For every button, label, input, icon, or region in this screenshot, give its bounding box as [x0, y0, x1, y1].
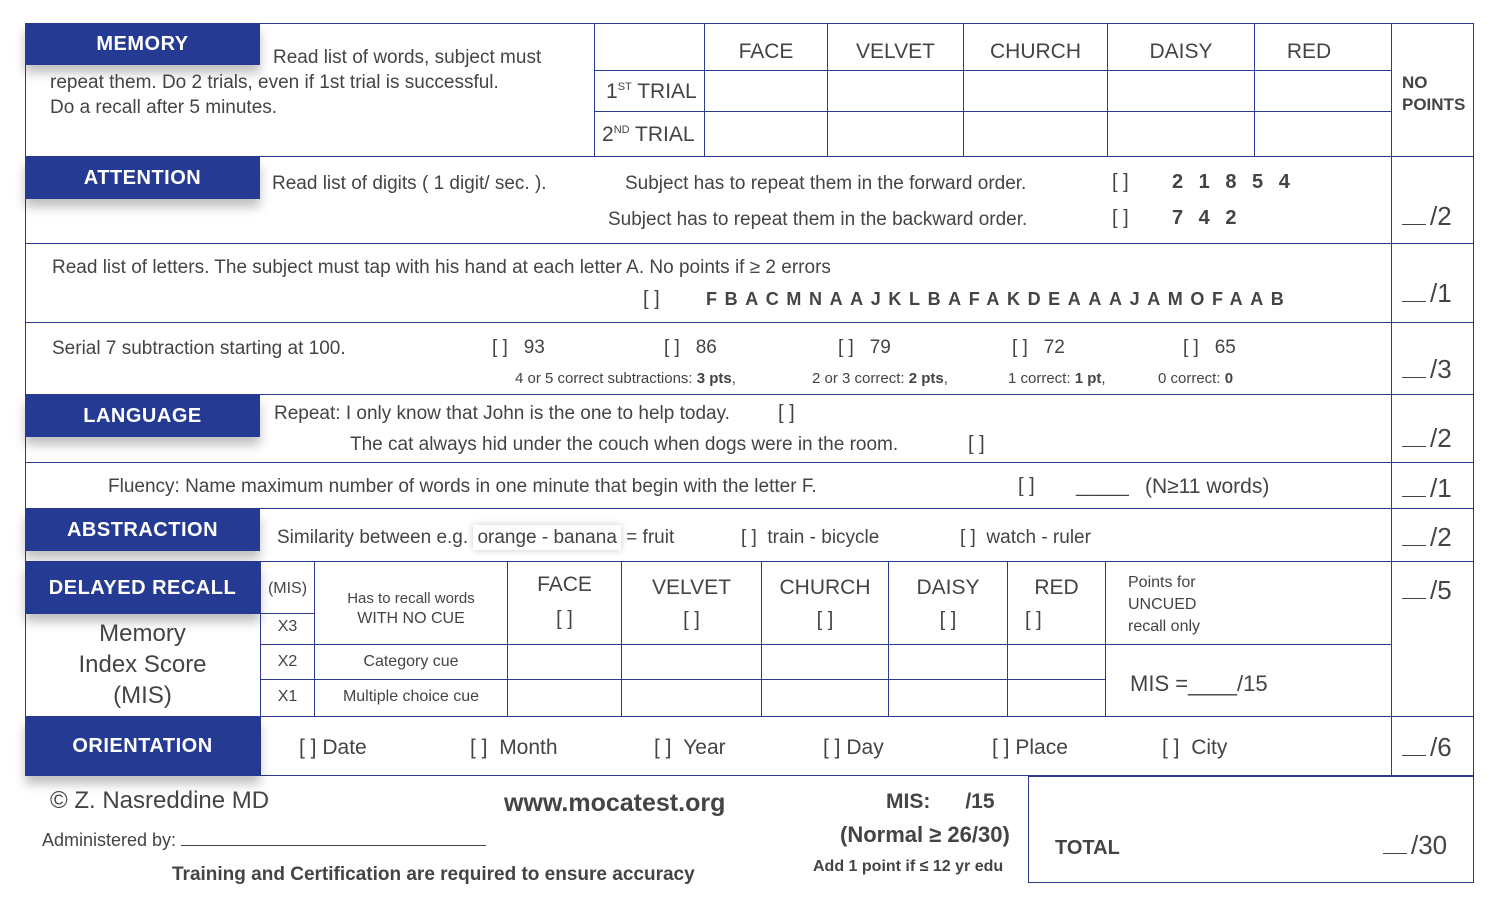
score-blank[interactable]: [1402, 283, 1426, 302]
score-blank[interactable]: [1402, 359, 1426, 378]
abstraction-checkbox[interactable]: [ ]: [741, 527, 757, 548]
recall-word-daisy: DAISY: [916, 576, 980, 599]
rule-text: 4 or 5 correct subtractions:: [515, 370, 697, 387]
rule-points: 0: [1224, 370, 1234, 387]
serial-value: 86: [695, 337, 717, 358]
recall-word-church: CHURCH: [779, 576, 871, 599]
serial-score-max: /3: [1430, 354, 1452, 384]
score-blank[interactable]: [1402, 428, 1426, 447]
no-cue-label: Has to recall words: [347, 590, 475, 607]
orientation-item: [299, 736, 367, 760]
orientation-checkbox[interactable]: [ ]: [823, 736, 841, 759]
section-label-orientation: ORIENTATION: [25, 717, 260, 776]
orientation-score: [1402, 732, 1452, 763]
administered-by: [42, 830, 486, 851]
rule-suffix: ,: [731, 370, 736, 387]
mis-title: Memory: [99, 620, 186, 647]
serial-item: [838, 337, 891, 359]
mis-title: Index Score: [78, 651, 207, 678]
score-blank[interactable]: [1383, 835, 1407, 854]
rule-suffix: ,: [943, 370, 948, 387]
points-note: UNCUED: [1128, 596, 1197, 613]
section-label-abstraction: ABSTRACTION: [25, 509, 260, 551]
mis-title: (MIS): [113, 682, 172, 709]
memory-instruction: repeat them. Do 2 trials, even if 1st trial is successful.: [50, 72, 499, 93]
multiplier-x3: X3: [277, 618, 298, 635]
points-note: Points for: [1128, 574, 1196, 591]
letters-sequence: FBACMNAAJKLBAFAKDEAAAJAMOFAAB: [706, 289, 1292, 309]
orientation-item: [992, 736, 1068, 760]
recall-word-face: FACE: [537, 573, 592, 596]
category-cue-label: Category cue: [363, 653, 459, 670]
no-points-label: NO: [1402, 73, 1428, 92]
repeat-score: [1402, 423, 1452, 454]
memory-word-red: RED: [1286, 40, 1332, 63]
serial-rule: [1158, 370, 1233, 387]
abstraction-item: [960, 527, 1091, 549]
no-cue-label: WITH NO CUE: [357, 610, 465, 627]
divider: [25, 322, 1474, 323]
table-line: [594, 70, 1391, 71]
administered-by-label: Administered by:: [42, 830, 182, 850]
repeat-checkbox-2[interactable]: [ ]: [968, 433, 985, 455]
rule-points: 1 pt: [1074, 370, 1102, 387]
serial-checkbox[interactable]: [ ]: [492, 337, 508, 358]
trial-2-sup: ND: [613, 124, 630, 136]
serial-checkbox[interactable]: [ ]: [838, 337, 854, 358]
digits-score-max: /2: [1430, 201, 1452, 231]
serial-item: [492, 337, 545, 359]
delayed-recall-score-max: /5: [1430, 575, 1452, 605]
orientation-label: Month: [499, 736, 558, 759]
trial-1-sup: ST: [617, 81, 632, 93]
memory-instruction: Do a recall after 5 minutes.: [50, 97, 278, 118]
trial-2-label: [602, 123, 695, 147]
recall-checkbox-velvet[interactable]: [ ]: [683, 609, 700, 631]
recall-checkbox-face[interactable]: [ ]: [556, 608, 573, 630]
score-blank[interactable]: [1402, 527, 1426, 546]
backward-text: Subject has to repeat them in the backward order.: [608, 209, 1028, 230]
administered-by-field[interactable]: [181, 831, 486, 846]
trial-2-text: TRIAL: [629, 123, 695, 146]
recall-checkbox-church[interactable]: [ ]: [816, 609, 834, 631]
divider: [25, 462, 1474, 463]
fluency-score-max: /1: [1430, 473, 1452, 503]
total-label: TOTAL: [1055, 837, 1120, 859]
orientation-score-max: /6: [1430, 732, 1452, 762]
orientation-label: Place: [1015, 736, 1068, 759]
repeat-checkbox-1[interactable]: [ ]: [778, 402, 795, 424]
score-blank[interactable]: [1402, 580, 1426, 599]
rule-text: 2 or 3 correct:: [812, 370, 909, 387]
score-blank[interactable]: [1402, 737, 1426, 756]
fluency-criteria: (N≥11 words): [1145, 475, 1270, 498]
trial-1-label: [606, 80, 697, 104]
letters-score: [1402, 278, 1452, 309]
table-line: [260, 613, 314, 614]
training-note: Training and Certification are required to ensure accuracy: [172, 864, 695, 885]
abstraction-pair: watch - ruler: [986, 527, 1091, 548]
serial-item: [1183, 337, 1236, 359]
repeat-sentence-1: Repeat: I only know that John is the one to help today.: [274, 403, 730, 424]
orientation-item: [1162, 736, 1227, 760]
letters-score-max: /1: [1430, 278, 1452, 308]
fluency-count-blank[interactable]: _____: [1076, 476, 1129, 497]
trial-2-number: 2: [602, 123, 614, 146]
serial-value: 79: [869, 337, 891, 358]
recall-word-velvet: VELVET: [652, 576, 731, 599]
mis-summary: [886, 790, 995, 814]
abstraction-example: orange - banana: [473, 525, 620, 550]
score-column-divider: [1391, 23, 1392, 776]
website-link[interactable]: www.mocatest.org: [504, 789, 726, 817]
orientation-checkbox[interactable]: [ ]: [654, 736, 672, 759]
total-score-max: /30: [1411, 830, 1448, 860]
orientation-label: Year: [683, 736, 726, 759]
serial-instruction: Serial 7 subtraction starting at 100.: [52, 338, 346, 359]
forward-text: Subject has to repeat them in the forward order.: [625, 173, 1027, 194]
abstraction-checkbox[interactable]: [ ]: [960, 527, 976, 548]
table-line: [260, 644, 1391, 645]
serial-checkbox[interactable]: [ ]: [1183, 337, 1199, 358]
forward-checkbox[interactable]: [ ]: [1112, 171, 1129, 193]
score-blank[interactable]: [1402, 206, 1426, 225]
section-label-language: LANGUAGE: [25, 395, 260, 437]
recall-checkbox-red[interactable]: [ ]: [1025, 609, 1042, 631]
serial-rule: [1008, 370, 1106, 387]
memory-instruction: Read list of words, subject must: [273, 47, 542, 68]
orientation-checkbox[interactable]: [ ]: [992, 736, 1010, 759]
orientation-label: Day: [846, 736, 884, 759]
serial-rule: [812, 370, 948, 387]
rule-text: 1 correct:: [1008, 370, 1075, 387]
serial-value: 65: [1214, 337, 1236, 358]
divider: [25, 243, 1474, 244]
serial-checkbox[interactable]: [ ]: [664, 337, 680, 358]
abstraction-item: [741, 527, 879, 549]
backward-checkbox[interactable]: [ ]: [1112, 207, 1129, 229]
delayed-recall-score: [1402, 575, 1452, 606]
abstraction-pair: train - bicycle: [767, 527, 880, 548]
orientation-checkbox[interactable]: [ ]: [1162, 736, 1180, 759]
points-note: recall only: [1128, 618, 1201, 635]
serial-item: [1012, 337, 1065, 359]
digits-instruction: Read list of digits ( 1 digit/ sec. ).: [272, 173, 547, 194]
recall-checkbox-daisy[interactable]: [ ]: [939, 609, 957, 631]
no-points-label: POINTS: [1402, 95, 1466, 114]
repeat-score-max: /2: [1430, 423, 1452, 453]
trial-1-number: 1: [606, 80, 618, 103]
mis-summary-value[interactable]: /15: [965, 790, 995, 813]
memory-word-daisy: DAISY: [1149, 40, 1213, 63]
table-line: [594, 23, 595, 156]
abstraction-score: [1402, 522, 1452, 553]
forward-digits: 2 1 8 5 4: [1172, 171, 1295, 193]
serial-score: [1402, 354, 1452, 385]
multiplier-x2: X2: [277, 653, 298, 670]
orientation-item: [470, 736, 558, 760]
table-line: [260, 679, 1105, 680]
orientation-checkbox[interactable]: [ ]: [470, 736, 488, 759]
serial-rule: [515, 370, 736, 387]
rule-suffix: ,: [1101, 370, 1106, 387]
backward-digits: 7 4 2: [1172, 207, 1242, 229]
recall-word-red: RED: [1034, 576, 1079, 599]
normal-range: (Normal ≥ 26/30): [840, 822, 1010, 847]
orientation-label: City: [1191, 736, 1228, 759]
memory-word-velvet: VELVET: [856, 40, 935, 63]
orientation-checkbox[interactable]: [ ]: [299, 736, 317, 759]
serial-value: 93: [523, 337, 545, 358]
section-label-attention: ATTENTION: [25, 157, 260, 199]
trial-1-text: TRIAL: [631, 80, 697, 103]
copyright: © Z. Nasreddine MD: [50, 787, 270, 814]
repeat-sentence-2: The cat always hid under the couch when dogs were in the room.: [350, 434, 899, 455]
orientation-item: [654, 736, 726, 760]
fluency-score: [1402, 473, 1452, 504]
table-line: [594, 111, 1391, 112]
rule-points: 2 pts: [908, 370, 944, 387]
serial-checkbox[interactable]: [ ]: [1012, 337, 1028, 358]
digits-score: [1402, 201, 1452, 232]
letters-instruction: Read list of letters. The subject must tap with his hand at each letter A. No points if ≥ 2 errors: [52, 257, 831, 278]
rule-text: 0 correct:: [1158, 370, 1225, 387]
section-label-delayed-recall: DELAYED RECALL: [25, 562, 260, 614]
orientation-item: [823, 736, 884, 760]
fluency-text: Fluency: Name maximum number of words in one minute that begin with the letter F.: [108, 476, 817, 497]
mis-header: (MIS): [267, 580, 308, 597]
table-line: [1105, 561, 1106, 716]
serial-item: [664, 337, 717, 359]
orientation-label: Date: [322, 736, 367, 759]
multiplier-x1: X1: [277, 688, 298, 705]
section-label-memory: MEMORY: [25, 23, 260, 65]
serial-value: 72: [1043, 337, 1065, 358]
abstraction-example-answer: = fruit: [626, 527, 675, 548]
mis-summary-label: MIS:: [886, 790, 931, 813]
mis-formula[interactable]: MIS =____/15: [1130, 671, 1268, 696]
abstraction-prefix: Similarity between e.g.: [277, 527, 469, 548]
fluency-checkbox[interactable]: [ ]: [1018, 475, 1035, 497]
letters-checkbox[interactable]: [ ]: [643, 288, 660, 310]
memory-word-face: FACE: [738, 40, 794, 63]
score-blank[interactable]: [1402, 478, 1426, 497]
abstraction-instruction: [277, 527, 674, 549]
education-note: Add 1 point if ≤ 12 yr edu: [813, 858, 1004, 875]
total-score: [1383, 830, 1447, 861]
abstraction-score-max: /2: [1430, 522, 1452, 552]
multiple-choice-cue-label: Multiple choice cue: [342, 688, 480, 705]
rule-points: 3 pts: [696, 370, 732, 387]
memory-word-church: CHURCH: [990, 40, 1081, 63]
